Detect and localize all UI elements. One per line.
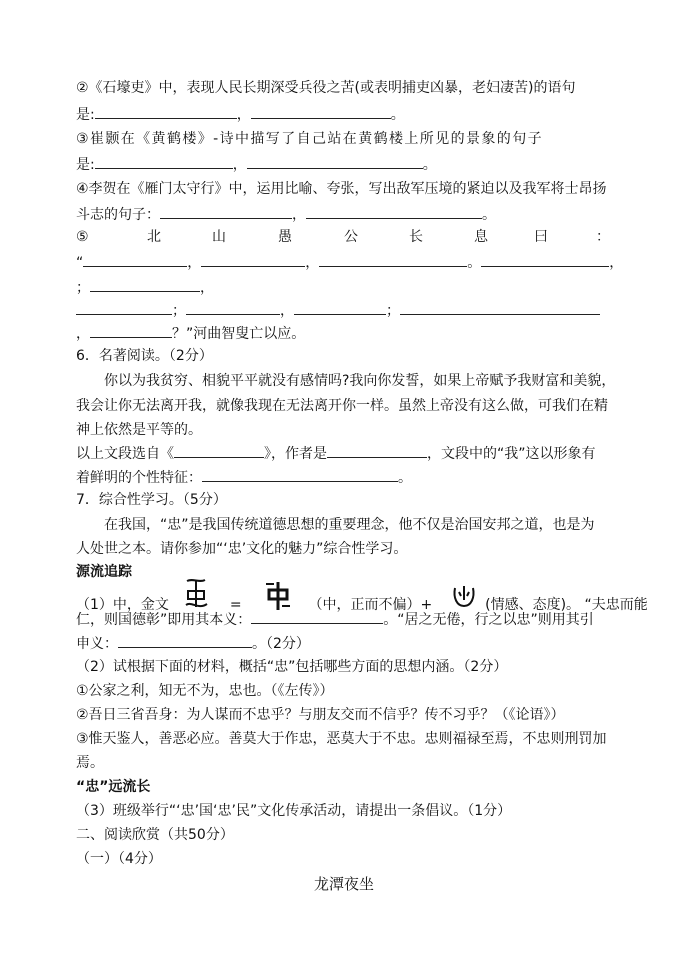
q5-item4-prompt: ④李贺在《雁门太守行》中，运用比喻、夸张，写出敌军压境的紧迫以及我军将士昂扬 — [76, 181, 607, 197]
q7-extended-meaning-blank[interactable] — [118, 633, 252, 648]
q5-item3-blank-2[interactable] — [247, 154, 423, 169]
q5-item4-blank-2[interactable] — [306, 204, 482, 219]
q5-item5-c7: 曰 — [534, 229, 548, 245]
q5-item5-c8: ： — [596, 229, 610, 245]
q5-item5-blank-10[interactable] — [90, 323, 172, 338]
q5-item2-prompt: ②《石壕吏》中，表现人民长期深受兵役之苦(或表明捕吏凶暴，老妇凄苦)的语句 — [76, 80, 576, 96]
q5-item5-blank-2[interactable] — [201, 252, 305, 267]
q5-item5-c4: 公 — [344, 229, 358, 245]
q5-item5-blank-8[interactable] — [294, 300, 386, 315]
q5-item3-label: 是: — [76, 157, 95, 173]
q6-trait-blank[interactable] — [202, 467, 398, 482]
q7-intro-line2: 人处世之本。请你参加“‘忠’文化的魅力”综合性学习。 — [76, 541, 408, 557]
q6-passage-line3: 神上依然是平等的。 — [76, 422, 202, 438]
q7-material-2: ②吾日三省吾身：为人谋而不忠乎？与朋友交而不信乎？传不习乎？（《论语》） — [76, 707, 565, 723]
q7-p1-line2-text: 仁，则国德彰”即用其本义： — [76, 612, 252, 628]
q7-material-1: ①公家之利，知无不为，忠也。（《左传》） — [76, 683, 334, 699]
q6-passage-line1: 你以为我贫穷、相貌平平就没有感情吗?我向你发誓，如果上帝赋予我财富和美貌， — [104, 373, 616, 389]
q5-item5-blank-5[interactable] — [90, 277, 200, 292]
q5-item5-quote: “ — [76, 255, 84, 271]
q5-item5-blank-3[interactable] — [319, 252, 467, 267]
q5-item2-blank-2[interactable] — [251, 104, 391, 119]
q5-item5-line2: ； ， — [76, 277, 214, 298]
q7-material-3-line1: ③惟天鉴人，善恶必应。善莫大于作忠，恶莫大于不忠。忠则福禄至焉，不忠则刑罚加 — [76, 731, 607, 747]
q5-item5-blank-1[interactable] — [83, 252, 187, 267]
q7-intro-line1: 在我国，“忠”是我国传统道德思想的重要理念，他不仅是治国安邦之道，也是为 — [104, 517, 595, 533]
q7-section1-title: 源流追踪 — [76, 564, 132, 580]
q7-original-meaning-blank[interactable] — [251, 609, 383, 624]
q5-item5-c0: ⑤ — [76, 229, 89, 245]
q5-item5-c5: 长 — [409, 229, 423, 245]
q7-p1-line2-text-b: 。“居之无倦，行之以忠”则用其引 — [383, 612, 594, 628]
q7-p3: （3）班级举行“‘忠’国‘忠’民”文化传承活动，请提出一条倡议。（1分） — [76, 803, 512, 819]
q6-author-blank[interactable] — [327, 443, 427, 458]
q5-item2-answer-line — [76, 104, 405, 125]
q5-item4-label: 斗志的句子： — [76, 207, 160, 223]
q7-p1-tail: (情感、态度)。 “夫忠而能 — [485, 597, 648, 613]
q5-item4-sep: ， — [292, 207, 306, 223]
q5-item5-c6: 息 — [474, 229, 488, 245]
q7-heading: 7．综合性学习。（5分） — [76, 492, 227, 508]
q7-p1-text-a: （1）中，金文 — [76, 597, 169, 613]
part2-sub-heading: （一）（4分） — [76, 851, 162, 867]
q5-item5-c3: 愚 — [278, 229, 292, 245]
q5-item3-sep: ， — [232, 157, 247, 173]
q5-item5-line4: ， ？”河曲智叟亡以应。 — [76, 323, 305, 344]
q5-item3-blank-1[interactable] — [95, 154, 233, 169]
q5-item3-prompt: ③崔颢在《黄鹤楼》-诗中描写了自己站在黄鹤楼上所见的景象的句子 — [76, 131, 544, 147]
q5-item4-blank-1[interactable] — [160, 204, 292, 219]
q5-item5-blank-6[interactable] — [76, 300, 172, 315]
q7-section2-title: “忠”远流长 — [76, 779, 151, 795]
q5-item4-end: 。 — [482, 207, 496, 223]
q6-text-end: 。 — [398, 470, 412, 486]
q5-item5-line1: “ ， ， 。 ， — [76, 252, 623, 273]
q6-text-a: 以上文段选自《 — [76, 446, 174, 462]
q6-passage-line2: 我会让你无法离开我，就像我现在无法离开你一样。虽然上帝没有这么做，可我们在精 — [76, 398, 608, 414]
q7-p1-line3-score: 。（2分） — [252, 636, 310, 652]
q5-item2-blank-1[interactable] — [95, 104, 237, 119]
poem-title: 龙潭夜坐 — [314, 875, 375, 893]
q5-item5-line3: ； ， ； — [76, 300, 600, 321]
q7-p2: （2）试根据下面的材料，概括“忠”包括哪些方面的思想内涵。（2分） — [76, 659, 508, 675]
q5-item4-answer-line — [76, 204, 496, 225]
q5-item5-blank-4[interactable] — [481, 252, 609, 267]
q5-item5-blank-9[interactable] — [400, 300, 600, 315]
q7-p1-line3-text: 申义： — [76, 636, 118, 652]
q7-p1-eq: = — [229, 597, 242, 613]
part2-heading: 二、阅读欣赏（共50分） — [76, 827, 234, 843]
q5-item5-end: ？”河曲智叟亡以应。 — [172, 326, 306, 342]
q6-question-line2 — [76, 467, 412, 488]
q6-text-c: ，文段中的“我”这以形象有 — [427, 446, 596, 462]
q5-item3-answer-line — [76, 154, 437, 175]
q7-p1-line2 — [76, 609, 594, 630]
q5-item2-end: 。 — [390, 107, 405, 123]
q6-heading: 6．名著阅读。（2分） — [76, 348, 213, 364]
q5-item2-label: 是: — [76, 107, 95, 123]
q7-p1-mid: （中，正而不偏）+ — [308, 597, 433, 613]
q6-question-line1 — [76, 443, 596, 464]
q6-text-b: 》，作者是 — [264, 446, 327, 462]
q5-item5-blank-7[interactable] — [186, 300, 280, 315]
q7-p1-line3 — [76, 633, 310, 654]
q5-item5-c2: 山 — [212, 229, 226, 245]
q6-text-d: 着鲜明的个性特征： — [76, 470, 202, 486]
q5-item3-end: 。 — [422, 157, 437, 173]
q5-item2-sep: ， — [236, 107, 251, 123]
q5-item5-c1: 北 — [147, 229, 161, 245]
q7-material-3-line2: 焉。 — [76, 755, 104, 771]
q6-book-blank[interactable] — [174, 443, 264, 458]
